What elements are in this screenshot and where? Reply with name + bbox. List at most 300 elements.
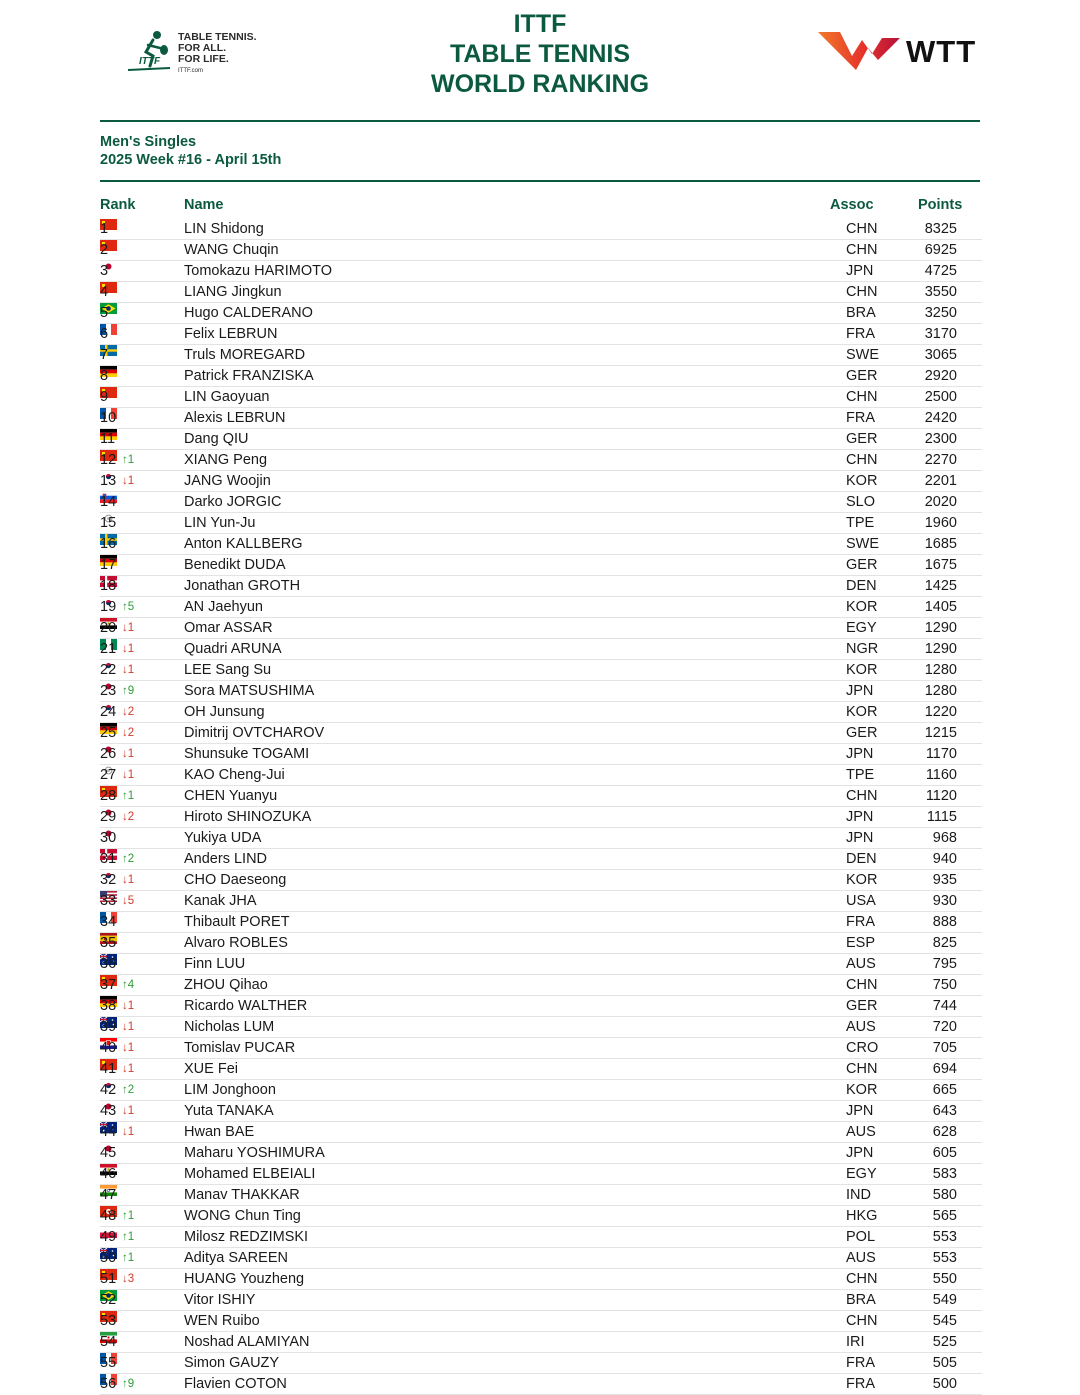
assoc-cell: CRO <box>846 1040 879 1056</box>
points-cell: 6925 <box>924 242 957 258</box>
points-cell: 553 <box>932 1250 957 1266</box>
points-cell: 1280 <box>924 662 957 678</box>
points-cell: 750 <box>932 977 957 993</box>
player-name: Noshad ALAMIYAN <box>184 1334 310 1350</box>
assoc-cell: CHN <box>846 1061 878 1077</box>
assoc-cell: JPN <box>846 830 874 846</box>
assoc-cell: BRA <box>846 305 876 321</box>
player-name: Omar ASSAR <box>184 620 273 636</box>
table-row <box>100 975 982 996</box>
table-row <box>100 996 982 1017</box>
rank-cell: 42 <box>100 1082 117 1098</box>
assoc-cell: SLO <box>846 494 876 510</box>
table-row <box>100 450 982 471</box>
assoc-cell: EGY <box>846 1166 877 1182</box>
table-row <box>100 744 982 765</box>
points-cell: 628 <box>932 1124 957 1140</box>
player-name: LIM Jonghoon <box>184 1082 276 1098</box>
rank-cell: 27 <box>100 767 117 783</box>
assoc-cell: DEN <box>846 578 877 594</box>
assoc-cell: BRA <box>846 1292 876 1308</box>
player-name: Hugo CALDERANO <box>184 305 313 321</box>
table-row <box>100 534 982 555</box>
ittf-logo <box>126 30 276 74</box>
table-row <box>100 1185 982 1206</box>
points-cell: 1160 <box>925 767 957 783</box>
rank-cell: 40 <box>100 1040 117 1056</box>
rank-change: ↓1 <box>122 475 135 487</box>
points-cell: 2300 <box>924 431 957 447</box>
points-cell: 505 <box>932 1355 957 1371</box>
points-cell: 2201 <box>924 473 957 489</box>
points-cell: 549 <box>932 1292 957 1308</box>
table-row <box>100 282 982 303</box>
table-row <box>100 261 982 282</box>
title-line-1: ITTF <box>513 10 567 38</box>
rank-change: ↑1 <box>122 1252 135 1264</box>
rank-cell: 22 <box>100 662 117 678</box>
player-name: Quadri ARUNA <box>184 641 282 657</box>
table-row <box>100 513 982 534</box>
table-row <box>100 1311 982 1332</box>
table-row <box>100 870 982 891</box>
rank-change: ↓1 <box>122 1126 135 1138</box>
rank-cell: 29 <box>100 809 117 825</box>
ittf-paddle-icon <box>126 30 172 72</box>
assoc-cell: NGR <box>846 641 879 657</box>
points-cell: 1120 <box>925 788 957 804</box>
points-cell: 525 <box>932 1334 957 1350</box>
table-row <box>100 807 982 828</box>
rank-cell: 46 <box>100 1166 117 1182</box>
rank-cell: 18 <box>100 578 117 594</box>
assoc-cell: CHN <box>846 242 878 258</box>
table-row <box>100 471 982 492</box>
rank-cell: 48 <box>100 1208 117 1224</box>
table-row <box>100 639 982 660</box>
rank-cell: 32 <box>100 872 117 888</box>
table-row <box>100 408 982 429</box>
player-name: Milosz REDZIMSKI <box>184 1229 309 1245</box>
col-header-assoc: Assoc <box>830 197 874 213</box>
player-name: Simon GAUZY <box>184 1355 280 1371</box>
player-name: JANG Woojin <box>184 473 271 489</box>
points-cell: 1675 <box>924 557 957 573</box>
rank-change: ↓1 <box>122 769 135 781</box>
title-line-2: TABLE TENNIS <box>449 40 631 68</box>
assoc-cell: GER <box>846 725 878 741</box>
points-cell: 744 <box>932 998 957 1014</box>
points-cell: 1290 <box>924 620 957 636</box>
table-row <box>100 1227 982 1248</box>
rank-change: ↑4 <box>122 979 135 991</box>
wtt-wordmark: WTT <box>906 34 977 69</box>
rank-change: ↓1 <box>122 874 135 886</box>
table-row <box>100 954 982 975</box>
assoc-cell: AUS <box>846 956 876 972</box>
player-name: Dimitrij OVTCHAROV <box>184 725 325 741</box>
rank-change: ↓1 <box>122 622 135 634</box>
table-row <box>100 1122 982 1143</box>
rank-cell: 13 <box>100 473 117 489</box>
table-row <box>100 1353 982 1374</box>
table-row <box>100 429 982 450</box>
player-name: Manav THAKKAR <box>184 1187 300 1203</box>
rank-cell: 20 <box>100 620 117 636</box>
rank-cell: 35 <box>100 935 117 951</box>
rank-cell: 9 <box>100 389 109 405</box>
rank-cell: 11 <box>100 431 116 447</box>
rank-cell: 41 <box>100 1061 117 1077</box>
rank-change: ↑9 <box>122 1378 135 1390</box>
points-cell: 643 <box>932 1103 957 1119</box>
rank-change: ↓5 <box>122 895 135 907</box>
assoc-cell: JPN <box>846 746 874 762</box>
rank-change: ↓1 <box>122 1021 135 1033</box>
rank-change: ↑5 <box>122 601 135 613</box>
assoc-cell: JPN <box>846 1145 874 1161</box>
assoc-cell: CHN <box>846 977 878 993</box>
table-row <box>100 1080 982 1101</box>
assoc-cell: FRA <box>846 1376 875 1392</box>
table-row <box>100 219 982 240</box>
points-cell: 705 <box>932 1040 957 1056</box>
assoc-cell: CHN <box>846 284 878 300</box>
rank-change: ↓1 <box>122 1105 135 1117</box>
assoc-cell: CHN <box>846 221 878 237</box>
rank-cell: 23 <box>100 683 117 699</box>
table-row <box>100 324 982 345</box>
player-name: Anton KALLBERG <box>184 536 303 552</box>
rank-cell: 12 <box>100 452 117 468</box>
player-name: Maharu YOSHIMURA <box>184 1145 325 1161</box>
player-name: XIANG Peng <box>184 452 268 468</box>
assoc-cell: CHN <box>846 1313 878 1329</box>
player-name: Shunsuke TOGAMI <box>184 746 310 762</box>
points-cell: 4725 <box>924 263 957 279</box>
rank-cell: 43 <box>100 1103 117 1119</box>
rank-cell: 36 <box>100 956 117 972</box>
ittf-tagline-1: TABLE TENNIS. <box>178 31 257 43</box>
player-name: Benedikt DUDA <box>184 557 286 573</box>
wtt-logo <box>818 30 988 74</box>
player-name: LIN Gaoyuan <box>184 389 270 405</box>
assoc-cell: GER <box>846 368 878 384</box>
rank-change: ↑1 <box>122 790 135 802</box>
rank-cell: 34 <box>100 914 117 930</box>
player-name: Kanak JHA <box>184 893 257 909</box>
points-cell: 553 <box>932 1229 957 1245</box>
table-row <box>100 1143 982 1164</box>
assoc-cell: KOR <box>846 599 878 615</box>
rank-change: ↓2 <box>122 727 135 739</box>
wtt-wing-icon <box>818 30 902 74</box>
col-header-points: Points <box>918 197 963 213</box>
rank-cell: 56 <box>100 1376 117 1392</box>
rank-cell: 2 <box>100 242 109 258</box>
player-name: Darko JORGIC <box>184 494 282 510</box>
assoc-cell: CHN <box>846 788 878 804</box>
player-name: HUANG Youzheng <box>184 1271 305 1287</box>
assoc-cell: FRA <box>846 326 875 342</box>
points-cell: 1425 <box>924 578 957 594</box>
points-cell: 3065 <box>924 347 957 363</box>
player-name: Mohamed ELBEIALI <box>184 1166 316 1182</box>
points-cell: 2420 <box>924 410 957 426</box>
points-cell: 3250 <box>924 305 957 321</box>
rank-cell: 30 <box>100 830 117 846</box>
table-row <box>100 1059 982 1080</box>
table-row <box>100 1017 982 1038</box>
rank-cell: 8 <box>100 368 109 384</box>
assoc-cell: JPN <box>846 1103 874 1119</box>
player-name: Tomislav PUCAR <box>184 1040 296 1056</box>
rank-change: ↑2 <box>122 853 135 865</box>
col-header-rank: Rank <box>100 197 136 213</box>
title-line-3: WORLD RANKING <box>430 70 650 98</box>
rank-cell: 33 <box>100 893 117 909</box>
assoc-cell: KOR <box>846 872 878 888</box>
assoc-cell: SWE <box>846 536 880 552</box>
points-cell: 940 <box>932 851 957 867</box>
player-name: Anders LIND <box>184 851 268 867</box>
assoc-cell: CHN <box>846 452 878 468</box>
ittf-tagline-2: FOR ALL. <box>178 42 227 54</box>
assoc-cell: ESP <box>846 935 876 951</box>
rank-cell: 25 <box>100 725 117 741</box>
info-divider <box>100 180 980 182</box>
rank-change: ↓2 <box>122 706 135 718</box>
player-name: WANG Chuqin <box>184 242 279 258</box>
rank-change: ↑1 <box>122 1231 135 1243</box>
points-cell: 1220 <box>924 704 957 720</box>
rank-cell: 19 <box>100 599 117 615</box>
assoc-cell: TPE <box>846 767 875 783</box>
rank-cell: 51 <box>100 1271 117 1287</box>
points-cell: 694 <box>932 1061 957 1077</box>
table-row <box>100 345 982 366</box>
svg-text:ITTF: ITTF <box>139 56 161 67</box>
table-row <box>100 933 982 954</box>
assoc-cell: EGY <box>846 620 877 636</box>
player-name: LEE Sang Su <box>184 662 272 678</box>
col-header-name: Name <box>184 197 224 213</box>
rank-cell: 21 <box>100 641 117 657</box>
rank-cell: 7 <box>100 347 109 363</box>
rank-change: ↓2 <box>122 811 135 823</box>
player-name: LIN Shidong <box>184 221 264 237</box>
rank-cell: 37 <box>100 977 117 993</box>
rank-change: ↓1 <box>122 664 135 676</box>
assoc-cell: JPN <box>846 683 874 699</box>
rank-cell: 16 <box>100 536 117 552</box>
player-name: Dang QIU <box>184 431 249 447</box>
rank-change: ↓1 <box>122 643 135 655</box>
category-label: Men's Singles <box>100 134 197 150</box>
table-row <box>100 303 982 324</box>
points-cell: 583 <box>932 1166 957 1182</box>
rank-change: ↓1 <box>122 1063 135 1075</box>
points-cell: 1115 <box>926 809 957 825</box>
player-name: Jonathan GROTH <box>184 578 301 594</box>
table-row <box>100 1269 982 1290</box>
rank-cell: 49 <box>100 1229 117 1245</box>
ittf-tagline-3: FOR LIFE. <box>178 53 229 65</box>
player-name: WEN Ruibo <box>184 1313 260 1329</box>
assoc-cell: FRA <box>846 914 875 930</box>
player-name: WONG Chun Ting <box>184 1208 301 1224</box>
rank-cell: 38 <box>100 998 117 1014</box>
player-name: Aditya SAREEN <box>184 1250 288 1266</box>
table-row <box>100 702 982 723</box>
table-row <box>100 492 982 513</box>
rank-cell: 15 <box>100 515 117 531</box>
player-name: Nicholas LUM <box>184 1019 275 1035</box>
week-label: 2025 Week #16 - April 15th <box>100 152 282 168</box>
rank-cell: 28 <box>100 788 117 804</box>
player-name: LIN Yun-Ju <box>184 515 256 531</box>
player-name: Felix LEBRUN <box>184 326 278 342</box>
rank-cell: 39 <box>100 1019 117 1035</box>
table-row <box>100 1038 982 1059</box>
points-cell: 2020 <box>924 494 957 510</box>
table-row <box>100 828 982 849</box>
player-name: Finn LUU <box>184 956 246 972</box>
points-cell: 580 <box>932 1187 957 1203</box>
points-cell: 888 <box>932 914 957 930</box>
assoc-cell: KOR <box>846 662 878 678</box>
table-row <box>100 891 982 912</box>
points-cell: 935 <box>932 872 957 888</box>
assoc-cell: JPN <box>846 263 874 279</box>
assoc-cell: JPN <box>846 809 874 825</box>
table-row <box>100 1290 982 1311</box>
assoc-cell: TPE <box>846 515 875 531</box>
player-name: Truls MOREGARD <box>184 347 306 363</box>
points-cell: 3170 <box>924 326 957 342</box>
rank-cell: 54 <box>100 1334 117 1350</box>
table-row <box>100 366 982 387</box>
assoc-cell: KOR <box>846 704 878 720</box>
rank-cell: 17 <box>100 557 117 573</box>
assoc-cell: USA <box>846 893 876 909</box>
table-row <box>100 240 982 261</box>
player-name: Sora MATSUSHIMA <box>184 683 315 699</box>
assoc-cell: SWE <box>846 347 880 363</box>
rank-cell: 4 <box>100 284 109 300</box>
page-title <box>340 9 740 99</box>
points-cell: 2500 <box>924 389 957 405</box>
rank-cell: 14 <box>100 494 117 510</box>
points-cell: 2920 <box>924 368 957 384</box>
assoc-cell: KOR <box>846 1082 878 1098</box>
rank-change: ↓3 <box>122 1273 135 1285</box>
player-name: Vitor ISHIY <box>184 1292 256 1308</box>
rank-cell: 24 <box>100 704 117 720</box>
points-cell: 605 <box>932 1145 957 1161</box>
points-cell: 1170 <box>925 746 957 762</box>
assoc-cell: AUS <box>846 1019 876 1035</box>
player-name: AN Jaehyun <box>184 599 263 615</box>
table-row <box>100 660 982 681</box>
points-cell: 545 <box>932 1313 957 1329</box>
points-cell: 3550 <box>924 284 957 300</box>
ranking-table <box>100 219 982 1395</box>
player-name: Ricardo WALTHER <box>184 998 308 1014</box>
table-row <box>100 723 982 744</box>
points-cell: 720 <box>932 1019 957 1035</box>
player-name: CHEN Yuanyu <box>184 788 278 804</box>
points-cell: 2270 <box>924 452 957 468</box>
rank-cell: 1 <box>100 221 109 237</box>
table-row <box>100 1248 982 1269</box>
rank-cell: 50 <box>100 1250 117 1266</box>
assoc-cell: CHN <box>846 389 878 405</box>
player-name: Yuta TANAKA <box>184 1103 274 1119</box>
points-cell: 1960 <box>924 515 957 531</box>
points-cell: 500 <box>932 1376 957 1392</box>
assoc-cell: CHN <box>846 1271 878 1287</box>
player-name: Thibault PORET <box>184 914 290 930</box>
rank-cell: 47 <box>100 1187 117 1203</box>
ittf-url: ITTF.com <box>178 68 203 74</box>
rank-cell: 52 <box>100 1292 117 1308</box>
assoc-cell: GER <box>846 557 878 573</box>
rank-change: ↑1 <box>122 454 135 466</box>
rank-cell: 10 <box>100 410 117 426</box>
player-name: Yukiya UDA <box>184 830 262 846</box>
table-row <box>100 786 982 807</box>
table-row <box>100 912 982 933</box>
points-cell: 1280 <box>924 683 957 699</box>
player-name: Alvaro ROBLES <box>184 935 288 951</box>
points-cell: 1405 <box>924 599 957 615</box>
table-row <box>100 849 982 870</box>
rank-cell: 55 <box>100 1355 117 1371</box>
assoc-cell: GER <box>846 998 878 1014</box>
player-name: Alexis LEBRUN <box>184 410 286 426</box>
points-cell: 825 <box>932 935 957 951</box>
rank-change: ↓1 <box>122 748 135 760</box>
rank-cell: 45 <box>100 1145 117 1161</box>
player-name: OH Junsung <box>184 704 265 720</box>
rank-cell: 5 <box>100 305 109 321</box>
table-row <box>100 387 982 408</box>
table-row <box>100 681 982 702</box>
player-name: ZHOU Qihao <box>184 977 268 993</box>
rank-cell: 44 <box>100 1124 117 1140</box>
player-name: Patrick FRANZISKA <box>184 368 314 384</box>
ranking-info <box>100 133 281 169</box>
header-divider <box>100 120 980 122</box>
assoc-cell: KOR <box>846 473 878 489</box>
player-name: Flavien COTON <box>184 1376 287 1392</box>
assoc-cell: IND <box>846 1187 871 1203</box>
points-cell: 1685 <box>924 536 957 552</box>
rank-cell: 53 <box>100 1313 117 1329</box>
player-name: LIANG Jingkun <box>184 284 282 300</box>
table-row <box>100 597 982 618</box>
points-cell: 930 <box>932 893 957 909</box>
table-row <box>100 1332 982 1353</box>
rank-change: ↑2 <box>122 1084 135 1096</box>
table-row <box>100 1206 982 1227</box>
rank-cell: 31 <box>100 851 117 867</box>
points-cell: 1215 <box>924 725 957 741</box>
points-cell: 550 <box>932 1271 957 1287</box>
player-name: KAO Cheng-Jui <box>184 767 285 783</box>
table-row <box>100 618 982 639</box>
